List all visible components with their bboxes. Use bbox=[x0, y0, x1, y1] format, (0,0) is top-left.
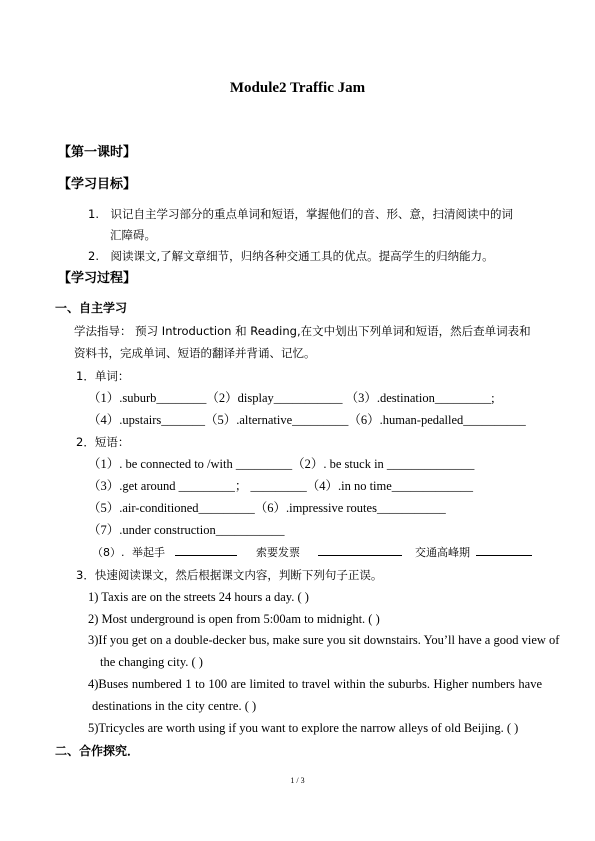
phrase-blank bbox=[476, 545, 532, 556]
phrase-ask-receipt: 索要发票 bbox=[256, 546, 300, 559]
phrases-heading: 2．短语： bbox=[76, 435, 130, 449]
phrase-row-1: （1）. be connected to /with _________（2）. be stuck in ______________ bbox=[88, 457, 475, 471]
part1-heading: 一、自主学习 bbox=[55, 301, 128, 315]
page-number: 1 / 3 bbox=[290, 776, 305, 785]
words-row-1: （1）.suburb________（2）display___________ （3）.destination_________; bbox=[88, 391, 495, 405]
phrase-rush-hour: 交通高峰期 bbox=[415, 546, 470, 559]
tf-statement-1: 1) Taxis are on the streets 24 hours a day. ( ) bbox=[88, 590, 309, 604]
phrase-row-8 bbox=[92, 545, 532, 560]
tf-statement-3: 3)If you get on a double-decker bus, make sure you sit downstairs. You’ll have a good view of bbox=[88, 633, 560, 647]
phrase-blank bbox=[175, 545, 237, 556]
tf-statement-4: 4)Buses numbered 1 to 100 are limited to travel within the suburbs. Higher numbers have bbox=[88, 677, 542, 691]
tf-statement-2: 2) Most underground is open from 5:00am to midnight. ( ) bbox=[88, 612, 380, 626]
goal-item-2: 2. 阅读课文,了解文章细节，归纳各种交通工具的优点。提高学生的归纳能力。 bbox=[88, 249, 494, 263]
goal-item-1-cont: 汇障碍。 bbox=[110, 228, 156, 242]
words-row-2: （4）.upstairs_______（5）.alternative_________（6）.human-pedalled__________ bbox=[88, 413, 526, 427]
tf-statement-5: 5)Tricycles are worth using if you want to explore the narrow alleys of old Beijing. ( ) bbox=[88, 721, 519, 735]
method-line-1: 学法指导： 预习 Introduction 和 Reading,在文中划出下列单词和短语，然后查单词表和 bbox=[74, 324, 531, 338]
reading-heading: 3．快速阅读课文，然后根据课文内容，判断下列句子正误。 bbox=[76, 568, 383, 582]
words-heading: 1．单词： bbox=[76, 369, 130, 383]
phrase-blank bbox=[318, 545, 402, 556]
method-line-2: 资料书，完成单词、短语的翻译并背诵、记忆。 bbox=[74, 346, 316, 360]
tf-statement-3-cont: the changing city. ( ) bbox=[100, 655, 203, 669]
process-heading: 【学习过程】 bbox=[58, 271, 137, 286]
lesson-heading: 【第一课时】 bbox=[58, 145, 137, 160]
phrase-row-2: （3）.get around _________； _________（4）.in no time_____________ bbox=[88, 479, 474, 493]
phrase-row-8-number: （8）. bbox=[92, 546, 125, 559]
goal-item-1: 1. 识记自主学习部分的重点单词和短语，掌握他们的音、形、意，扫清阅读中的词 bbox=[88, 207, 513, 221]
phrase-row-3: （5）.air-conditioned_________（6）.impressive routes___________ bbox=[88, 501, 446, 515]
goals-heading: 【学习目标】 bbox=[58, 177, 137, 192]
page-title: Module2 Traffic Jam bbox=[229, 80, 366, 96]
phrase-raise-hand: 举起手 bbox=[132, 546, 165, 559]
phrase-row-4: （7）.under construction___________ bbox=[88, 523, 285, 537]
part2-heading: 二、合作探究． bbox=[55, 744, 140, 758]
tf-statement-4-cont: destinations in the city centre. ( ) bbox=[92, 699, 257, 713]
